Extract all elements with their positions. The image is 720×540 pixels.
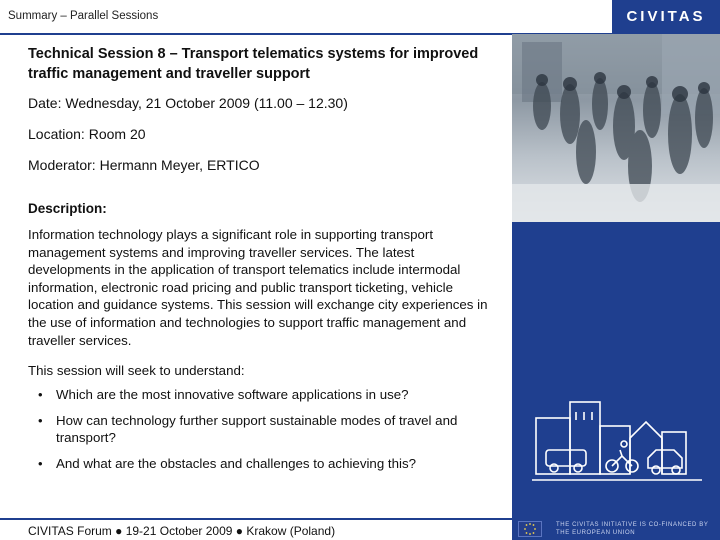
blue-side-panel [512,222,720,518]
bullet-icon: • [38,456,43,472]
eu-cofinanced-notice: THE CIVITAS INITIATIVE IS CO-FINANCED BY THE EUROPEAN UNION [556,522,709,536]
session-location: Location: Room 20 [28,126,146,142]
session-date: Date: Wednesday, 21 October 2009 (11.00 – 12.30) [28,95,348,111]
eu-band [512,518,720,540]
bullet-icon: • [38,413,43,429]
logo-text: CIVITAS [626,8,706,25]
header-bar [0,0,720,34]
list-item [28,386,498,403]
description-body: Information technology plays a significant role in supporting transport management systems and improving traveller services. The latest developments in the application of transport telematics include intermodal information, electronic road pricing and public transport ticketing, vehicle location and guidance systems. This session will exchange city experiences in the use of information and technologies to support traffic management and traveller services. [28,227,488,348]
footer-text: CIVITAS Forum ● 19-21 October 2009 ● Krakow (Poland) [28,524,336,538]
list-item-text: And what are the obstacles and challenges to achieving this? [56,456,416,472]
session-title: Technical Session 8 – Transport telematics systems for improved traffic management and traveller support [28,46,479,82]
list-item-text: Which are the most innovative software applications in use? [56,387,409,403]
description-heading: Description: [28,201,107,216]
question-list [28,386,498,472]
session-content [28,44,498,481]
list-item [28,455,498,472]
section-title: Summary – Parallel Sessions [8,10,159,22]
list-item-text: How can technology further support sustainable modes of travel and transport? [56,413,458,446]
city-illustration-icon [532,398,702,490]
crowd-photo-graphic [512,34,720,222]
crowd-photo [512,34,720,222]
seek-intro: This session will seek to understand: [28,363,245,379]
civitas-logo [612,0,720,34]
bullet-icon: • [38,387,43,403]
session-moderator: Moderator: Hermann Meyer, ERTICO [28,157,260,173]
eu-flag-icon [518,521,542,537]
footer [0,518,512,540]
list-item [28,412,498,446]
